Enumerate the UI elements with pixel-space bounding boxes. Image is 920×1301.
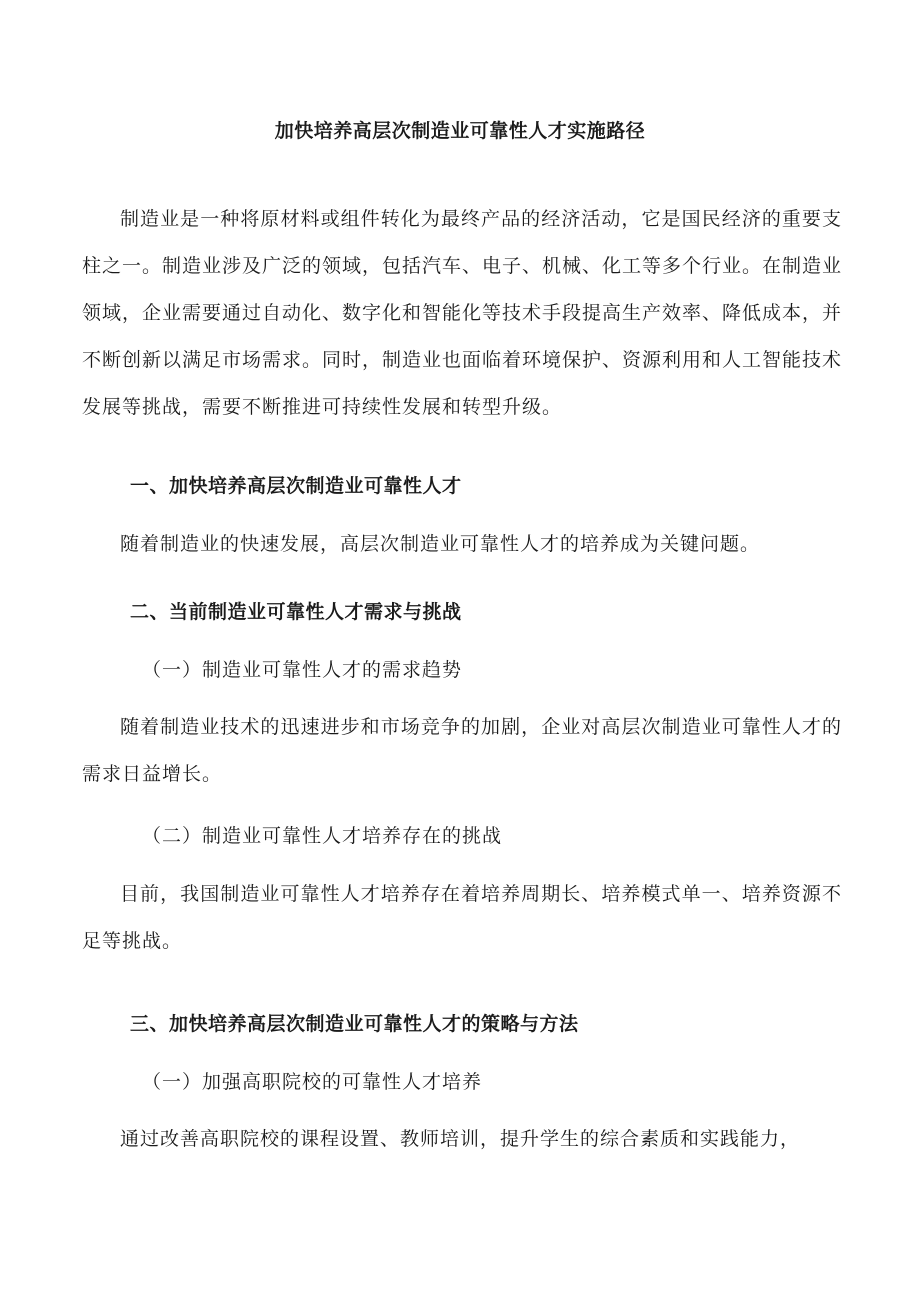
section-2-sub-1-paragraph: 随着制造业技术的迅速进步和市场竞争的加剧，企业对高层次制造业可靠性人才的需求日益增长。	[82, 716, 842, 785]
section-3-sub-1-paragraph: 通过改善高职院校的课程设置、教师培训，提升学生的综合素质和实践能力，	[120, 1128, 801, 1150]
section-2-heading: 二、当前制造业可靠性人才需求与挑战	[130, 601, 462, 623]
section-2-sub-2-paragraph: 目前，我国制造业可靠性人才培养存在着培养周期长、培养模式单一、培养资源不足等挑战。	[82, 883, 842, 952]
section-3-heading: 三、加快培养高层次制造业可靠性人才的策略与方法	[130, 1013, 579, 1035]
section-1-heading: 一、加快培养高层次制造业可靠性人才	[130, 475, 462, 497]
intro-paragraph: 制造业是一种将原材料或组件转化为最终产品的经济活动，它是国民经济的重要支柱之一。制造业涉及广泛的领域，包括汽车、电子、机械、化工等多个行业。在制造业领域，企业需要通过自动化、数字化和智能化等技术手段提高生产效率、降低成本，并不断创新以满足市场需求。同时，制造业也面临着环境保护、资源利用和人工智能技术发展等挑战，需要不断推进可持续性发展和转型升级。	[82, 208, 843, 418]
section-1-paragraph: 随着制造业的快速发展，高层次制造业可靠性人才的培养成为关键问题。	[120, 533, 761, 555]
section-3-sub-1-heading: （一）加强高职院校的可靠性人才培养	[142, 1071, 483, 1093]
section-2-sub-1-heading: （一）制造业可靠性人才的需求趋势	[142, 659, 463, 681]
document-title: 加快培养高层次制造业可靠性人才实施路径	[274, 120, 646, 142]
section-2-sub-2-heading: （二）制造业可靠性人才培养存在的挑战	[142, 825, 503, 847]
